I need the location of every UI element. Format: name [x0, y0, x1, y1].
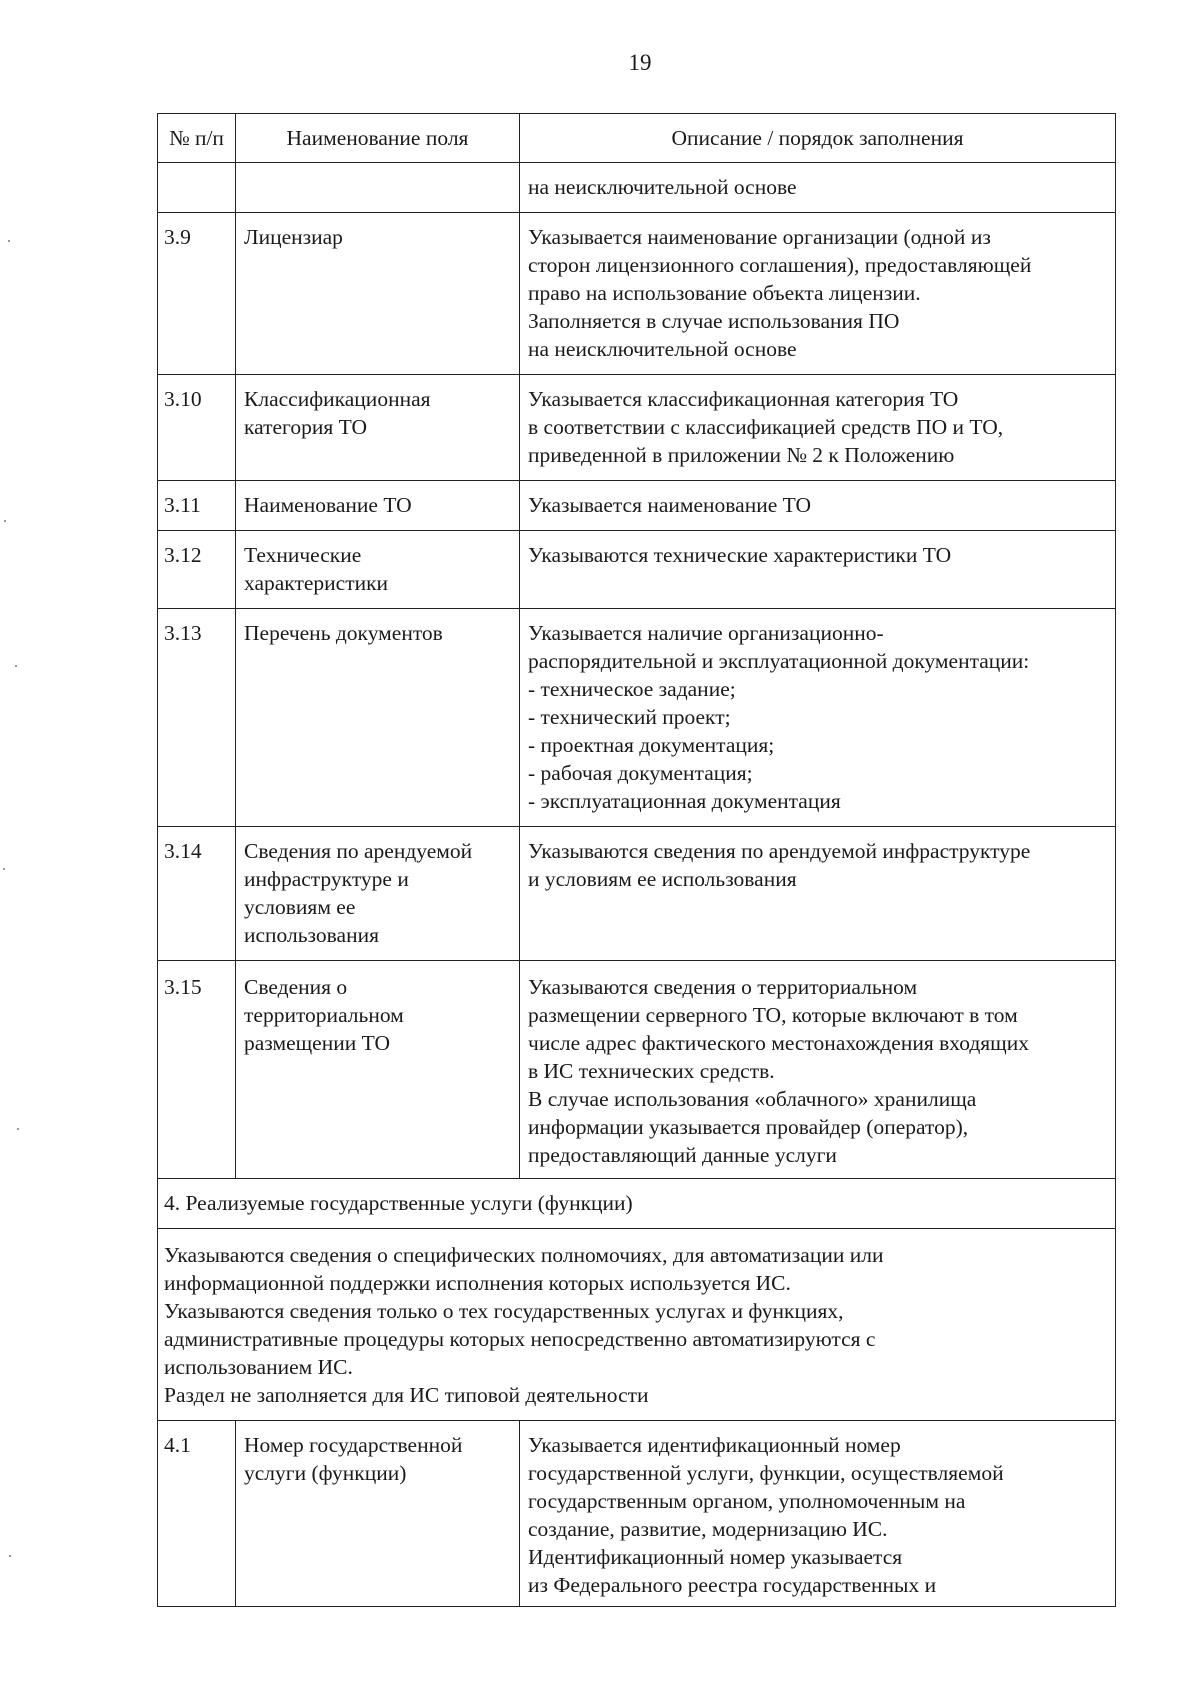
row-field	[236, 609, 520, 827]
row-number: 3.11	[158, 481, 236, 531]
header-description: Описание / порядок заполнения	[520, 114, 1116, 163]
row-field	[236, 481, 520, 531]
page-number: 19	[628, 50, 652, 75]
note-line: Указываются сведения о специфических полномочиях, для автоматизации или	[164, 1243, 884, 1267]
description-line: сторон лицензионного соглашения), предоставляющей	[528, 253, 1032, 277]
description-line: Указываются сведения о территориальном	[528, 975, 918, 999]
table-row	[158, 213, 1116, 375]
row-field	[236, 1421, 520, 1607]
description-line: из Федерального реестра государственных и	[528, 1573, 937, 1597]
field-line: Наименование ТО	[244, 493, 412, 517]
table-row	[158, 961, 1116, 1179]
row-description	[520, 609, 1116, 827]
table-row	[158, 609, 1116, 827]
row-field	[236, 163, 520, 213]
description-line: в соответствии с классификацией средств ПО и ТО,	[528, 415, 1004, 439]
scan-speck	[9, 1555, 11, 1557]
field-line: использования	[244, 923, 379, 947]
row-number: 3.14	[158, 827, 236, 961]
header-field-name: Наименование поля	[236, 114, 520, 163]
section-title-row	[158, 1179, 1116, 1229]
description-line: в ИС технических средств.	[528, 1059, 775, 1083]
description-line: предоставляющий данные услуги	[528, 1143, 837, 1167]
field-line: инфраструктуре и	[244, 867, 409, 891]
description-line: Указывается идентификационный номер	[528, 1433, 901, 1457]
scan-speck	[4, 520, 6, 522]
row-field	[236, 961, 520, 1179]
scan-speck	[3, 868, 5, 870]
row-description	[520, 481, 1116, 531]
row-description	[520, 1421, 1116, 1607]
table-row	[158, 375, 1116, 481]
field-line: характеристики	[244, 571, 389, 595]
description-line: Идентификационный номер указывается	[528, 1545, 903, 1569]
description-line: числе адрес фактического местонахождения входящих	[528, 1031, 1029, 1055]
description-line: Заполняется в случае использования ПО	[528, 309, 900, 333]
header-number: № п/п	[158, 114, 236, 163]
field-line: территориальном	[244, 1003, 404, 1027]
scan-speck	[8, 240, 10, 242]
description-line: Указывается наименование организации (одной из	[528, 225, 991, 249]
section-note-row	[158, 1229, 1116, 1421]
field-line: размещении ТО	[244, 1031, 390, 1055]
row-number: 4.1	[158, 1421, 236, 1607]
section-title: 4. Реализуемые государственные услуги (функции)	[158, 1179, 1116, 1229]
row-field	[236, 531, 520, 609]
section-note	[158, 1229, 1116, 1421]
note-line: Раздел не заполняется для ИС типовой деятельности	[164, 1383, 649, 1407]
table-row	[158, 531, 1116, 609]
table-row-continuation	[158, 163, 1116, 213]
row-number: 3.13	[158, 609, 236, 827]
note-line: административные процедуры которых непосредственно автоматизируются с	[164, 1327, 876, 1351]
row-number: 3.9	[158, 213, 236, 375]
description-line: размещении серверного ТО, которые включают в том	[528, 1003, 1018, 1027]
table-row	[158, 481, 1116, 531]
description-line: - технический проект;	[528, 705, 731, 729]
field-line: Перечень документов	[244, 621, 443, 645]
row-field	[236, 213, 520, 375]
field-line: категория ТО	[244, 415, 367, 439]
description-line: создание, развитие, модернизацию ИС.	[528, 1517, 888, 1541]
description-line: государственным органом, уполномоченным на	[528, 1489, 966, 1513]
field-line: Сведения по арендуемой	[244, 839, 473, 863]
description-line: приведенной в приложении № 2 к Положению	[528, 443, 955, 467]
table-row	[158, 1421, 1116, 1607]
row-description	[520, 375, 1116, 481]
row-number: 3.10	[158, 375, 236, 481]
row-description	[520, 163, 1116, 213]
row-number: 3.12	[158, 531, 236, 609]
table-header-row	[158, 114, 1116, 163]
description-line: государственной услуги, функции, осуществляемой	[528, 1461, 1004, 1485]
description-line: и условиям ее использования	[528, 867, 797, 891]
description-line: - проектная документация;	[528, 733, 775, 757]
row-description	[520, 961, 1116, 1179]
row-description	[520, 213, 1116, 375]
field-line: Номер государственной	[244, 1433, 463, 1457]
note-line: Указываются сведения только о тех государственных услугах и функциях,	[164, 1299, 844, 1323]
description-line: - рабочая документация;	[528, 761, 753, 785]
row-field	[236, 375, 520, 481]
description-line: В случае использования «облачного» хранилища	[528, 1087, 977, 1111]
row-description	[520, 531, 1116, 609]
description-line: Указывается классификационная категория ТО	[528, 387, 959, 411]
field-line: Классификационная	[244, 387, 431, 411]
row-number: 3.15	[158, 961, 236, 1179]
description-line: право на использование объекта лицензии.	[528, 281, 921, 305]
description-line: информации указывается провайдер (оператор),	[528, 1115, 969, 1139]
description-line: Указывается наличие организационно-	[528, 621, 884, 645]
field-line: Технические	[244, 543, 362, 567]
note-line: использованием ИС.	[164, 1355, 353, 1379]
description-line: распорядительной и эксплуатационной документации:	[528, 649, 1030, 673]
row-number	[158, 163, 236, 213]
row-field	[236, 827, 520, 961]
description-line: Указываются технические характеристики ТО	[528, 543, 952, 567]
description-line: Указываются сведения по арендуемой инфраструктуре	[528, 839, 1031, 863]
scan-speck	[17, 1128, 19, 1130]
fields-table	[157, 113, 1116, 1607]
scan-speck	[15, 665, 17, 667]
field-line: условиям ее	[244, 895, 356, 919]
description-line: - эксплуатационная документация	[528, 789, 841, 813]
field-line: услуги (функции)	[244, 1461, 407, 1485]
note-line: информационной поддержки исполнения которых используется ИС.	[164, 1271, 791, 1295]
table-row	[158, 827, 1116, 961]
description-line: на неисключительной основе	[528, 175, 797, 199]
row-description	[520, 827, 1116, 961]
field-line: Лицензиар	[244, 225, 343, 249]
description-line: Указывается наименование ТО	[528, 493, 812, 517]
description-line: на неисключительной основе	[528, 337, 797, 361]
field-line: Сведения о	[244, 975, 348, 999]
description-line: - техническое задание;	[528, 677, 736, 701]
